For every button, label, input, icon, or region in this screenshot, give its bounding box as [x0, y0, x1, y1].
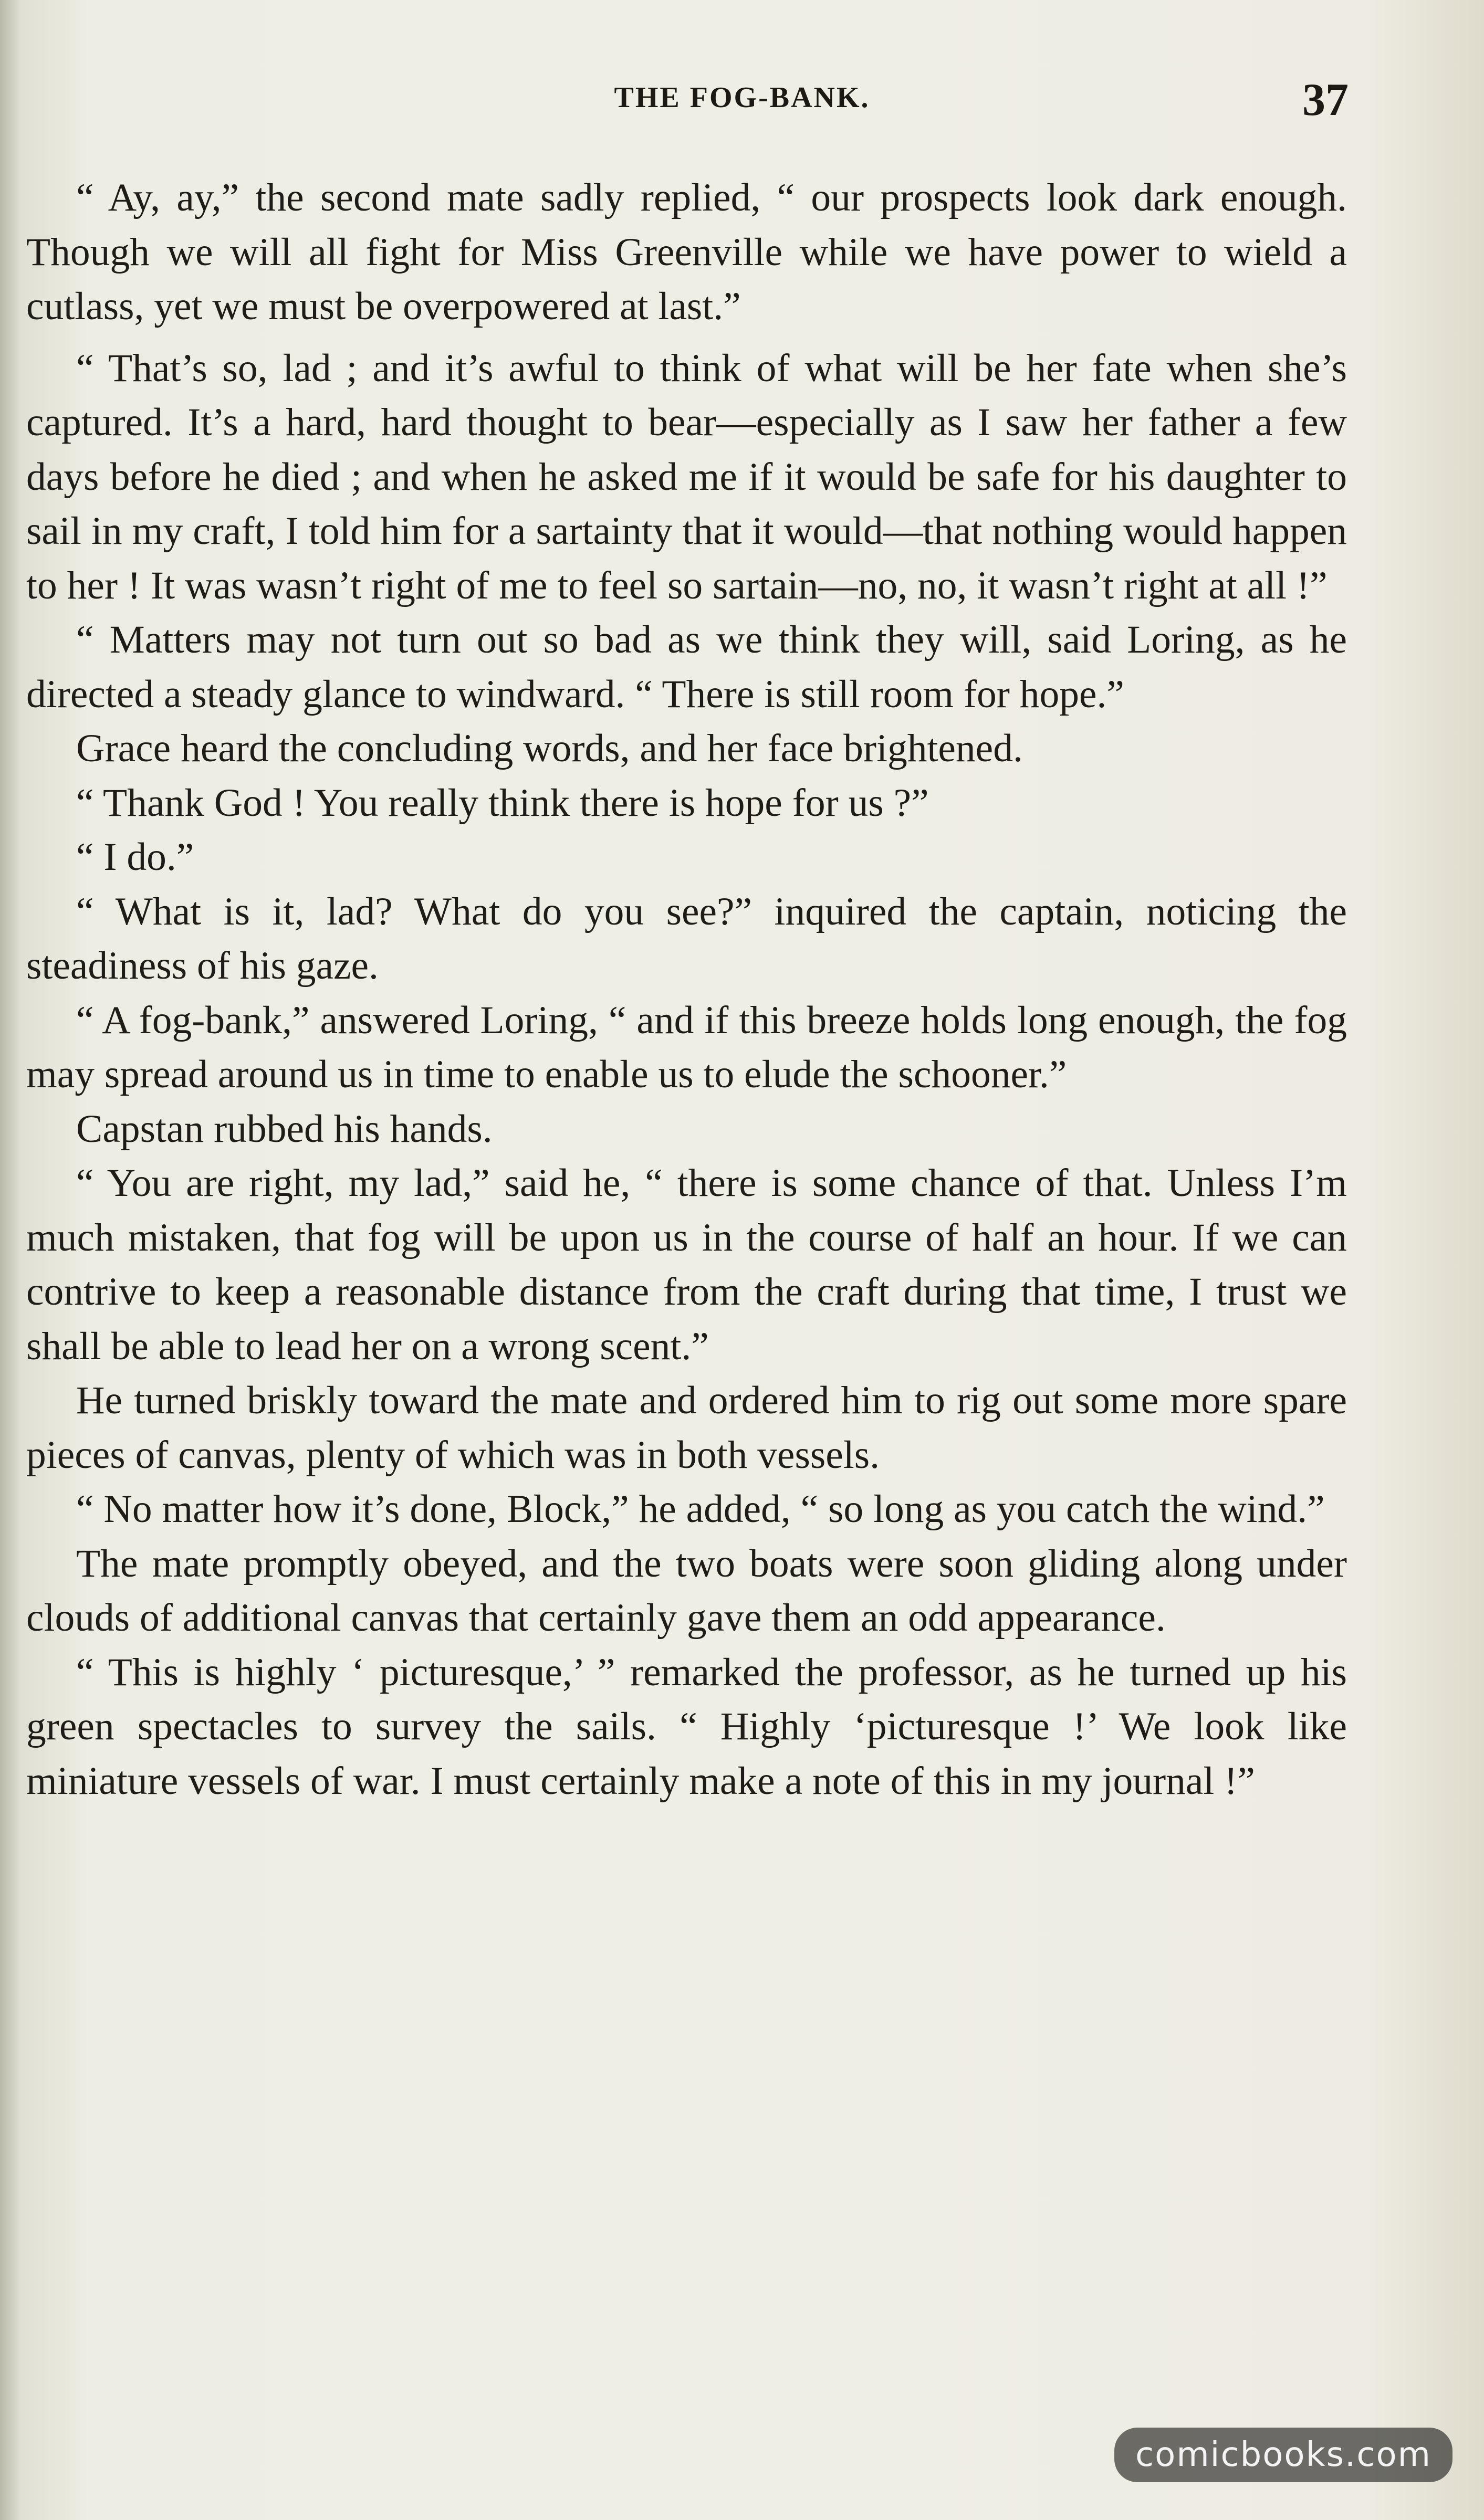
paragraph: “ No matter how it’s done, Block,” he added, “ so long as you catch the wind.” — [76, 1487, 1325, 1531]
paragraph: “ Matters may not turn out so bad as we think they will, said Loring, as he directed a steady glance to windward. “ There is still room for hope.” — [26, 618, 1347, 716]
paragraph: “ Ay, ay,” the second mate sadly replied, “ our prospects look dark enough. Though we will all fight for Miss Greenville while we have power to wield a cutlass, yet we must be overpowered at last.” — [26, 176, 1347, 328]
site-watermark: comicbooks.com — [1114, 2428, 1452, 2482]
paragraph: “ A fog-bank,” answered Loring, “ and if this breeze holds long enough, the fog may spread around us in time to enable us to elude the schooner.” — [26, 998, 1347, 1096]
page-header — [0, 74, 1484, 131]
paragraph: “ That’s so, lad ; and it’s awful to think of what will be her fate when she’s captured. It’s a hard, hard thought to bear—especially as I saw her father a few days before he died ; and when he asked me if it would be safe for his daughter to sail in my craft, I told him for a sartainty that it would—that nothing would happen to her ! It was wasn’t right of me to feel so sartain—no, no, it wasn’t right at all !” — [26, 346, 1347, 607]
paragraph: “ You are right, my lad,” said he, “ there is some chance of that. Unless I’m much mistaken, that fog will be upon us in the course of half an hour. If we can contrive to keep a reasonable distance from the craft during that time, I trust we shall be able to lead her on a wrong scent.” — [26, 1161, 1347, 1368]
paragraph: The mate promptly obeyed, and the two boats were soon gliding along under clouds of additional canvas that certainly gave them an odd appearance. — [26, 1541, 1347, 1640]
page-number: 37 — [1302, 75, 1349, 125]
running-title: THE FOG-BANK. — [614, 81, 870, 114]
paragraph: He turned briskly toward the mate and ordered him to rig out some more spare pieces of canvas, plenty of which was in both vessels. — [26, 1379, 1347, 1477]
paragraph: “ What is it, lad? What do you see?” inquired the captain, noticing the steadiness of his gaze. — [26, 889, 1347, 988]
body-text — [26, 171, 1347, 1808]
paragraph: “ This is highly ‘ picturesque,’ ” remarked the professor, as he turned up his green spectacles to survey the sails. “ Highly ‘picturesque !’ We look like miniature vessels of war. I must certainly make a note of this in my journal !” — [26, 1650, 1347, 1803]
paragraph: “ I do.” — [76, 835, 194, 879]
paragraph: “ Thank God ! You really think there is hope for us ?” — [76, 781, 929, 825]
paragraph: Grace heard the concluding words, and her face brightened. — [76, 727, 1023, 770]
spine-shadow — [0, 0, 21, 2520]
paragraph: Capstan rubbed his hands. — [76, 1107, 493, 1151]
